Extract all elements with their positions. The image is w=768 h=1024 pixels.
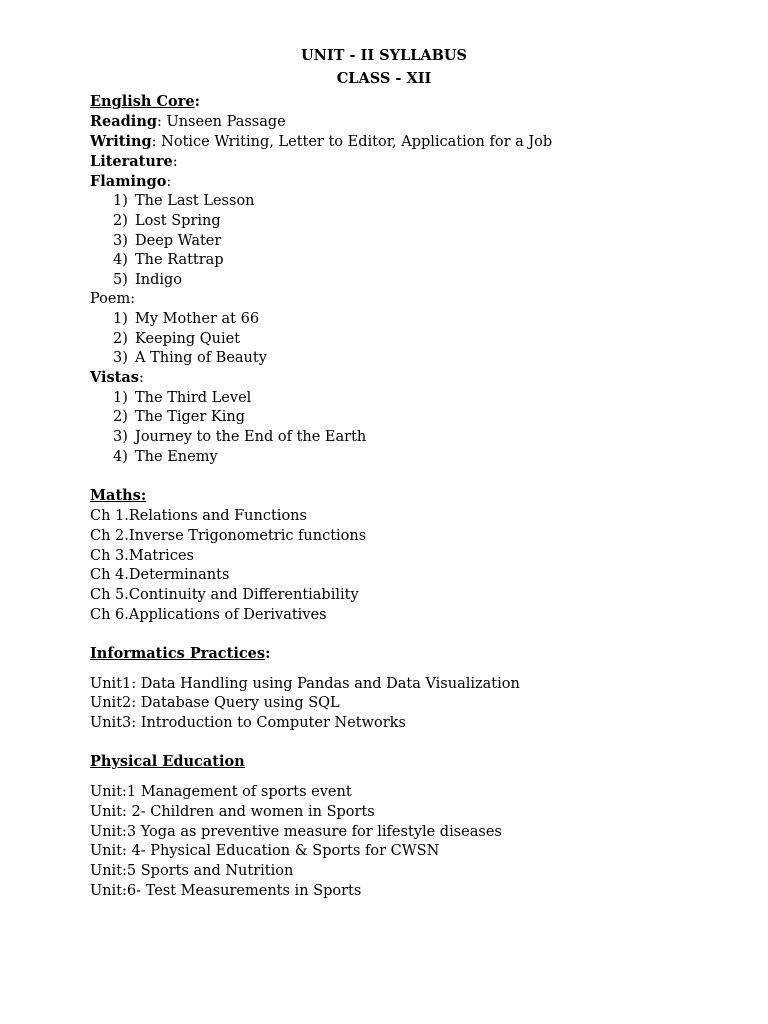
list-item: 4) The Rattrap <box>113 252 224 268</box>
list-item: 2) The Tiger King <box>113 409 246 425</box>
list-item: Ch 3.Matrices <box>90 548 194 564</box>
english-heading: English Core: <box>90 93 200 110</box>
list-item: Unit2: Database Query using SQL <box>90 695 340 711</box>
list-item: 3) Deep Water <box>113 233 222 249</box>
literature-label: Literature <box>90 153 173 170</box>
ip-heading: Informatics Practices: <box>90 645 271 662</box>
list-item: 3) A Thing of Beauty <box>113 350 267 366</box>
list-item: Unit: 4- Physical Education & Sports for CWSN <box>90 843 440 859</box>
ip-heading-text: Informatics Practices <box>90 645 266 662</box>
list-item: 5) Indigo <box>113 272 182 288</box>
writing-label: Writing <box>90 133 152 150</box>
reading-value: : Unseen Passage <box>157 114 286 130</box>
reading-label: Reading <box>90 113 157 130</box>
list-item: Unit:3 Yoga as preventive measure for lifestyle diseases <box>90 824 502 840</box>
flamingo-label: Flamingo <box>90 173 167 190</box>
list-item: Ch 5.Continuity and Differentiability <box>90 587 359 603</box>
list-item: Ch 1.Relations and Functions <box>90 508 307 524</box>
list-item: Unit3: Introduction to Computer Networks <box>90 715 406 731</box>
writing-value: : Notice Writing, Letter to Editor, Application for a Job <box>151 134 553 150</box>
list-item: 4) The Enemy <box>113 449 218 465</box>
class-title: CLASS - XII <box>336 70 432 87</box>
list-item: Ch 6.Applications of Derivatives <box>90 607 327 623</box>
list-item: 2) Lost Spring <box>113 213 221 229</box>
list-item: 3) Journey to the End of the Earth <box>113 429 367 445</box>
list-item: 1) The Third Level <box>113 390 252 406</box>
list-item: Unit:6- Test Measurements in Sports <box>90 883 362 899</box>
list-item: 1) My Mother at 66 <box>113 311 260 327</box>
list-item: Unit: 2- Children and women in Sports <box>90 804 375 820</box>
list-item: Ch 2.Inverse Trigonometric functions <box>90 528 367 544</box>
flamingo-line: Flamingo: <box>90 173 172 190</box>
document-title: UNIT - II SYLLABUS <box>300 47 468 64</box>
list-item: Unit1: Data Handling using Pandas and Data Visualization <box>90 676 520 692</box>
list-item: 2) Keeping Quiet <box>113 331 241 347</box>
maths-heading: Maths: <box>90 487 147 504</box>
literature-line: Literature: <box>90 153 178 170</box>
english-heading-text: English Core <box>90 93 195 110</box>
vistas-line: Vistas: <box>90 369 144 386</box>
list-item: Unit:1 Management of sports event <box>90 784 352 800</box>
reading-line <box>90 112 286 132</box>
list-item: 1) The Last Lesson <box>113 193 255 209</box>
pe-heading: Physical Education <box>90 753 245 770</box>
writing-line <box>90 132 552 152</box>
vistas-label: Vistas <box>90 369 139 386</box>
list-item: Unit:5 Sports and Nutrition <box>90 863 294 879</box>
poem-label: Poem: <box>90 291 136 307</box>
list-item: Ch 4.Determinants <box>90 567 230 583</box>
